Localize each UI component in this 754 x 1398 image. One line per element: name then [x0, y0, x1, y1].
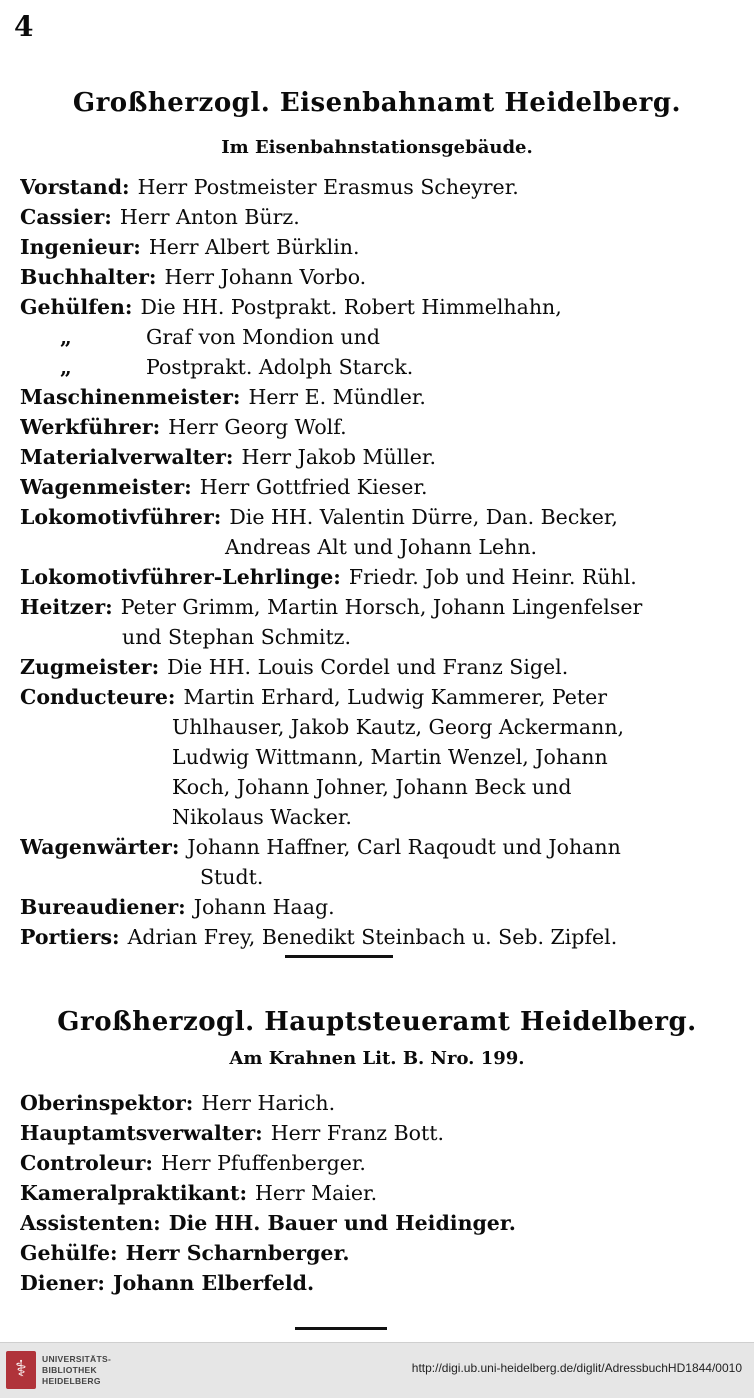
entry-line: [20, 412, 720, 442]
section-divider: [295, 1327, 387, 1330]
entry-label: Lokomotivführer:: [20, 505, 222, 529]
entry-label: Bureaudiener:: [20, 895, 186, 919]
entry-line: [20, 1238, 720, 1268]
entry-line: [20, 592, 720, 622]
hauptsteueramt-entries: [20, 1088, 720, 1298]
section-subtitle-eisenbahnamt: Im Eisenbahnstationsgebäude.: [221, 137, 533, 158]
source-url-link[interactable]: http://digi.ub.uni-heidelberg.de/diglit/AdressbuchHD1844/0010: [411, 1361, 742, 1375]
library-name-line: HEIDELBERG: [42, 1376, 101, 1386]
entry-text: Die HH. Postprakt. Robert Himmelhahn,: [140, 295, 562, 319]
entry-text: Johann Elberfeld.: [112, 1271, 315, 1295]
entry-text: Adrian Frey, Benedikt Steinbach u. Seb. Zipfel.: [127, 925, 618, 949]
entry-text: Herr Postmeister Erasmus Scheyrer.: [137, 175, 519, 199]
entry-label: Wagenwärter:: [20, 835, 180, 859]
entry-line: [20, 772, 720, 802]
entry-text: und Stephan Schmitz.: [122, 625, 352, 649]
entry-text: Friedr. Job und Heinr. Rühl.: [348, 565, 637, 589]
entry-text: Herr Albert Bürklin.: [148, 235, 360, 259]
entry-line: [20, 502, 720, 532]
entry-line: [20, 352, 720, 382]
entry-line: [20, 1208, 720, 1238]
entry-line: [20, 532, 720, 562]
entry-text: Nikolaus Wacker.: [172, 805, 352, 829]
entry-text: Herr Anton Bürz.: [119, 205, 300, 229]
entry-text: Die HH. Louis Cordel und Franz Sigel.: [167, 655, 569, 679]
entry-label: Gehülfe:: [20, 1241, 118, 1265]
entry-label: Maschinenmeister:: [20, 385, 241, 409]
entry-label: Portiers:: [20, 925, 120, 949]
entry-text: Herr Scharnberger.: [125, 1241, 350, 1265]
entry-text: Johann Haffner, Carl Raqoudt und Johann: [187, 835, 621, 859]
section-subtitle-hauptsteueramt: Am Krahnen Lit. B. Nro. 199.: [229, 1048, 525, 1069]
entry-line: [20, 292, 720, 322]
entry-label: Lokomotivführer-Lehrlinge:: [20, 565, 341, 589]
entry-line: [20, 172, 720, 202]
entry-line: [20, 892, 720, 922]
entry-line: [20, 1148, 720, 1178]
entry-line: [20, 442, 720, 472]
entry-text: Herr Gottfried Kieser.: [199, 475, 428, 499]
entry-text: Herr Franz Bott.: [270, 1121, 444, 1145]
entry-line: [20, 922, 720, 952]
entry-label: Heitzer:: [20, 595, 113, 619]
entry-text: Ludwig Wittmann, Martin Wenzel, Johann: [172, 745, 608, 769]
entry-text: Herr Maier.: [255, 1181, 378, 1205]
entry-label: Ingenieur:: [20, 235, 141, 259]
entry-text: Graf von Mondion und: [146, 325, 380, 349]
entry-line: [20, 682, 720, 712]
entry-line: [20, 712, 720, 742]
entry-label: Gehülfen:: [20, 295, 133, 319]
entry-label: Controleur:: [20, 1151, 153, 1175]
entry-line: [20, 622, 720, 652]
entry-label: Oberinspektor:: [20, 1091, 194, 1115]
entry-line: [20, 382, 720, 412]
entry-text: Peter Grimm, Martin Horsch, Johann Lingenfelser: [120, 595, 643, 619]
entry-line: [20, 802, 720, 832]
entry-line: [20, 1178, 720, 1208]
section-title-eisenbahnamt: Großherzogl. Eisenbahnamt Heidelberg.: [72, 88, 682, 118]
footer-bar: [0, 1342, 754, 1398]
entry-line: [20, 1088, 720, 1118]
entry-line: [20, 742, 720, 772]
page-number: 4: [14, 10, 34, 43]
entry-label: Assistenten:: [20, 1211, 161, 1235]
entry-line: [20, 322, 720, 352]
entry-line: [20, 562, 720, 592]
library-name-line: BIBLIOTHEK: [42, 1365, 97, 1375]
entry-text: Uhlhauser, Jakob Kautz, Georg Ackermann,: [172, 715, 625, 739]
entry-line: [20, 202, 720, 232]
entry-text: Herr Jakob Müller.: [241, 445, 436, 469]
eisenbahnamt-entries: [20, 172, 720, 952]
entry-label: Kameralpraktikant:: [20, 1181, 248, 1205]
entry-label: Materialverwalter:: [20, 445, 234, 469]
entry-text: Herr Harich.: [201, 1091, 336, 1115]
entry-text: Koch, Johann Johner, Johann Beck und: [172, 775, 572, 799]
entry-label: Diener:: [20, 1271, 105, 1295]
entry-line: [20, 1118, 720, 1148]
entry-text: Herr Georg Wolf.: [168, 415, 347, 439]
entry-label: Zugmeister:: [20, 655, 160, 679]
entry-line: [20, 652, 720, 682]
ditto-mark: „: [60, 325, 72, 349]
university-library-logo-icon: [6, 1351, 36, 1389]
entry-label: Cassier:: [20, 205, 112, 229]
entry-text: Die HH. Valentin Dürre, Dan. Becker,: [229, 505, 618, 529]
library-name: [42, 1354, 111, 1387]
entry-line: [20, 862, 720, 892]
entry-text: Herr Pfuffenberger.: [160, 1151, 366, 1175]
entry-text: Studt.: [200, 865, 264, 889]
entry-text: Martin Erhard, Ludwig Kammerer, Peter: [183, 685, 608, 709]
entry-line: [20, 232, 720, 262]
entry-text: Herr Johann Vorbo.: [164, 265, 367, 289]
entry-line: [20, 832, 720, 862]
entry-text: Johann Haag.: [193, 895, 335, 919]
section-title-hauptsteueramt: Großherzogl. Hauptsteueramt Heidelberg.: [57, 1007, 697, 1037]
entry-line: [20, 1268, 720, 1298]
entry-label: Hauptamtsverwalter:: [20, 1121, 263, 1145]
entry-text: Die HH. Bauer und Heidinger.: [168, 1211, 516, 1235]
section-divider: [285, 955, 393, 958]
entry-text: Postprakt. Adolph Starck.: [146, 355, 414, 379]
entry-line: [20, 472, 720, 502]
entry-label: Vorstand:: [20, 175, 130, 199]
entry-label: Werkführer:: [20, 415, 161, 439]
entry-text: Andreas Alt und Johann Lehn.: [225, 535, 538, 559]
entry-label: Conducteure:: [20, 685, 176, 709]
entry-label: Buchhalter:: [20, 265, 157, 289]
ditto-mark: „: [60, 355, 72, 379]
library-name-line: UNIVERSITÄTS-: [42, 1354, 112, 1364]
entry-label: Wagenmeister:: [20, 475, 192, 499]
entry-text: Herr E. Mündler.: [248, 385, 426, 409]
entry-line: [20, 262, 720, 292]
